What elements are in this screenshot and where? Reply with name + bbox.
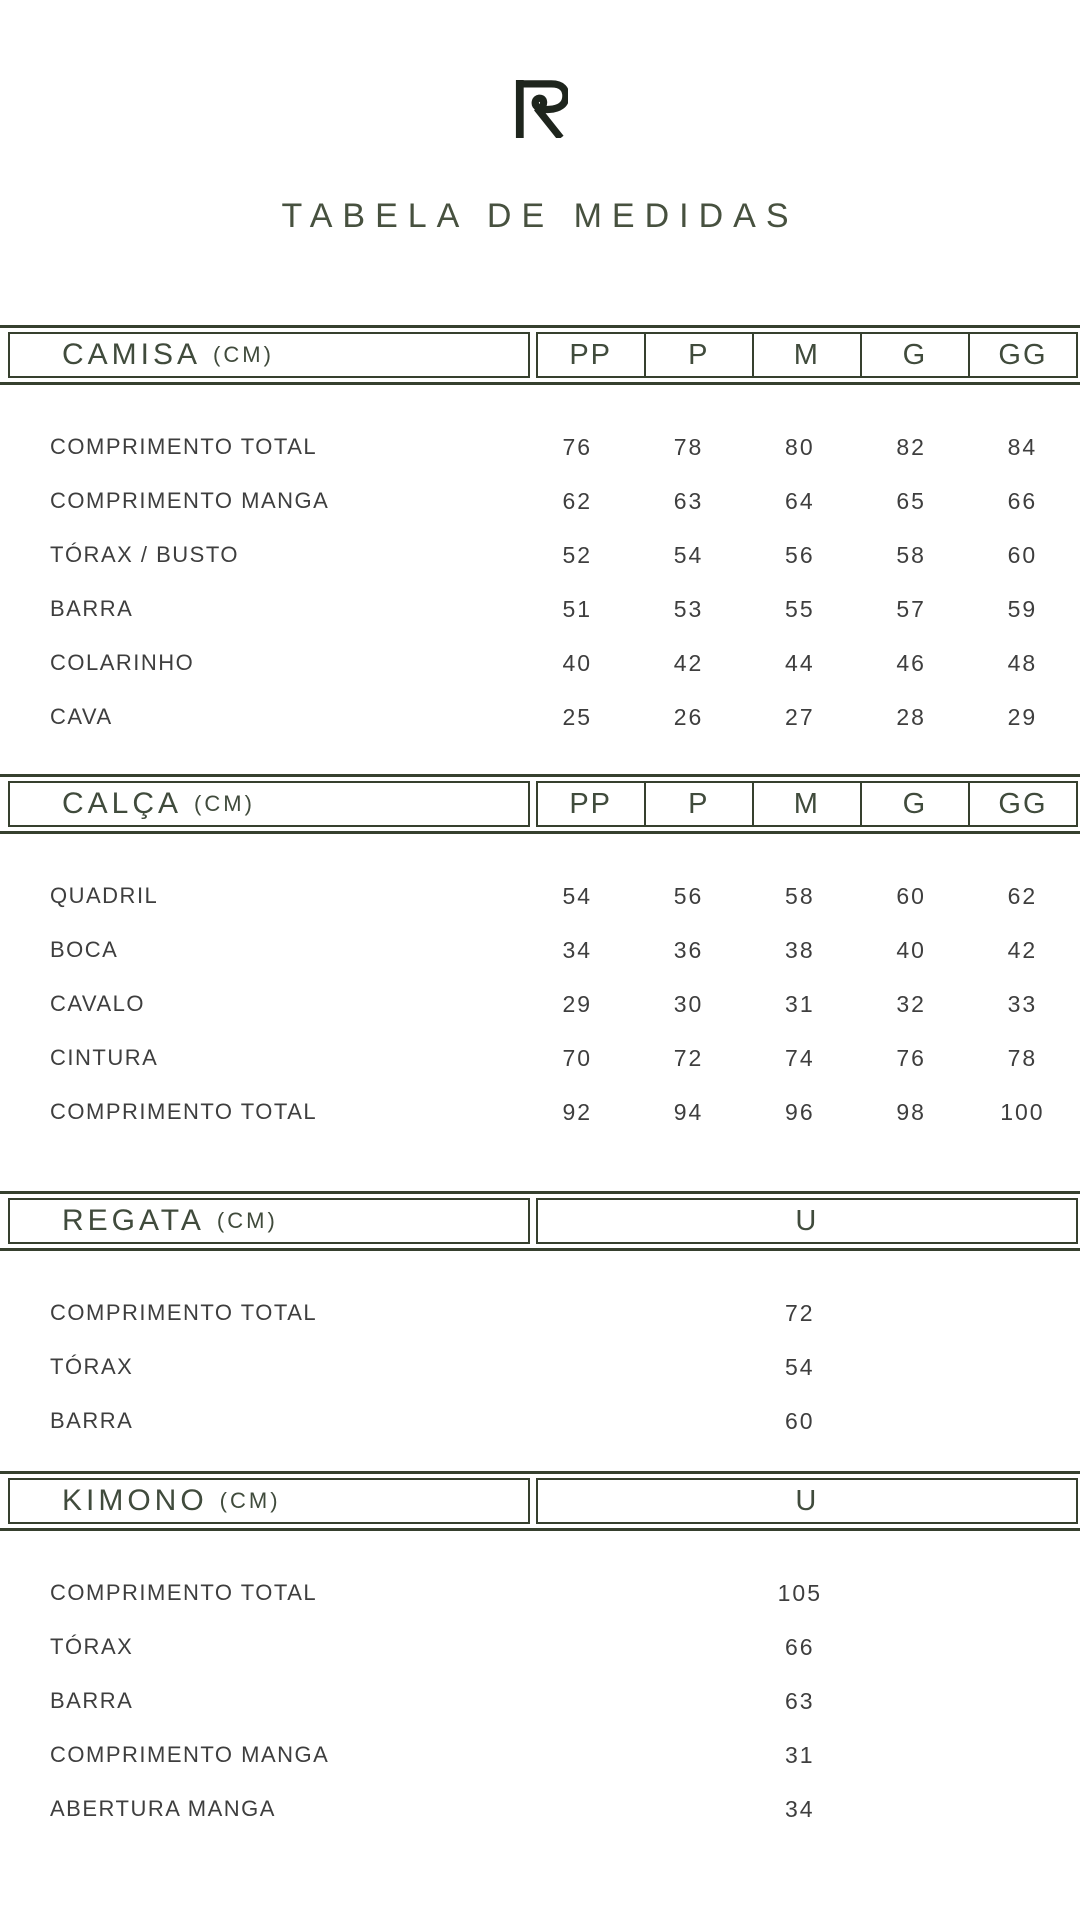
size-header-pp: PP: [536, 332, 646, 378]
measure-values: [522, 488, 1080, 515]
measure-values: [522, 1634, 1080, 1661]
measure-value: 55: [785, 595, 815, 622]
measure-row: [0, 1031, 1080, 1085]
measure-row: [0, 869, 1080, 923]
measure-row: [0, 923, 1080, 977]
measure-value: 92: [562, 1098, 593, 1125]
brand-header: [0, 0, 1080, 235]
size-tables: [0, 325, 1080, 1836]
garment-label-cell: [8, 1478, 530, 1524]
measure-value: 42: [1007, 936, 1038, 963]
measure-rows: [0, 385, 1080, 744]
size-table-regata: [0, 1191, 1080, 1448]
size-header-u: U: [536, 1198, 1078, 1244]
measure-values: [522, 434, 1080, 461]
measure-value: 66: [1007, 487, 1038, 514]
measure-row: [0, 1340, 1080, 1394]
measure-values: [522, 1688, 1080, 1715]
measure-values: [522, 1045, 1080, 1072]
measure-label: COMPRIMENTO TOTAL: [50, 1099, 318, 1124]
measure-values: [522, 1408, 1080, 1435]
measure-row: [0, 1566, 1080, 1620]
measure-row: [0, 1286, 1080, 1340]
measure-row: [0, 1674, 1080, 1728]
garment-name: REGATA: [62, 1204, 205, 1237]
measure-value: 66: [785, 1633, 815, 1660]
unit-label: (CM): [216, 1208, 278, 1233]
table-header-kimono: [0, 1471, 1080, 1531]
measure-value: 100: [1000, 1098, 1045, 1125]
measure-value: 31: [785, 990, 815, 1017]
size-header-cells: [536, 1478, 1078, 1524]
measure-value: 60: [1007, 541, 1038, 568]
measure-values: [522, 1580, 1080, 1607]
measure-value: 58: [785, 882, 815, 909]
measure-values: [522, 1099, 1080, 1126]
measure-value: 26: [673, 703, 704, 730]
measure-label: CAVALO: [50, 991, 145, 1016]
measure-value: 52: [562, 541, 593, 568]
table-header-row: [0, 781, 1080, 827]
measure-row: [0, 1728, 1080, 1782]
measure-label: BARRA: [50, 1408, 134, 1433]
measure-value: 46: [896, 649, 926, 676]
measure-value: 84: [1007, 433, 1038, 460]
measure-rows: [0, 1251, 1080, 1448]
measure-row: [0, 474, 1080, 528]
unit-label: (CM): [194, 791, 255, 816]
size-header-pp: PP: [536, 781, 646, 827]
measure-values: [522, 1300, 1080, 1327]
measure-value: 56: [673, 882, 704, 909]
measure-value: 28: [896, 703, 926, 730]
measure-value: 54: [562, 882, 593, 909]
measure-values: [522, 937, 1080, 964]
measure-value: 57: [896, 595, 926, 622]
measure-label: ABERTURA MANGA: [50, 1796, 276, 1821]
garment-name: CAMISA: [62, 338, 202, 371]
measure-row: [0, 1782, 1080, 1836]
measure-value: 70: [562, 1044, 593, 1071]
measure-value: 38: [785, 936, 815, 963]
measure-value: 63: [785, 1687, 815, 1714]
measure-row: [0, 690, 1080, 744]
unit-label: (CM): [213, 342, 274, 367]
measure-value: 63: [673, 487, 704, 514]
size-header-p: P: [644, 332, 754, 378]
measure-row: [0, 1394, 1080, 1448]
page-title: TABELA DE MEDIDAS: [281, 197, 799, 235]
measure-value: 64: [785, 487, 815, 514]
brand-r-monogram-icon: [512, 80, 568, 138]
measure-row: [0, 636, 1080, 690]
measure-value: 51: [562, 595, 593, 622]
measure-values: [522, 650, 1080, 677]
measure-value: 60: [785, 1407, 815, 1434]
measure-value: 60: [896, 882, 926, 909]
measure-row: [0, 977, 1080, 1031]
measure-value: 62: [562, 487, 593, 514]
size-header-p: P: [644, 781, 754, 827]
measure-label: COMPRIMENTO TOTAL: [50, 434, 318, 459]
measure-value: 58: [896, 541, 926, 568]
measure-value: 76: [562, 433, 593, 460]
measure-value: 62: [1007, 882, 1038, 909]
measure-value: 34: [785, 1795, 815, 1822]
measure-value: 34: [562, 936, 593, 963]
table-header-camisa: [0, 325, 1080, 385]
measure-value: 42: [673, 649, 704, 676]
size-header-gg: GG: [968, 332, 1078, 378]
measure-value: 36: [673, 936, 704, 963]
measure-value: 27: [785, 703, 815, 730]
measure-row: [0, 1620, 1080, 1674]
measure-label: TÓRAX: [50, 1354, 134, 1379]
unit-label: (CM): [219, 1488, 281, 1513]
measure-values: [522, 596, 1080, 623]
size-header-m: M: [752, 332, 862, 378]
table-header-regata: [0, 1191, 1080, 1251]
size-table-calca: [0, 774, 1080, 1139]
measure-label: COLARINHO: [50, 650, 195, 675]
garment-label-cell: [8, 332, 530, 378]
measure-label: TÓRAX / BUSTO: [50, 542, 240, 567]
measure-label: BOCA: [50, 937, 119, 962]
garment-name: CALÇA: [62, 787, 183, 820]
measure-value: 98: [896, 1098, 926, 1125]
measure-value: 44: [785, 649, 815, 676]
measure-value: 40: [562, 649, 593, 676]
measure-value: 78: [1007, 1044, 1038, 1071]
size-header-cells: [536, 781, 1078, 827]
measure-value: 94: [673, 1098, 704, 1125]
measure-label: COMPRIMENTO TOTAL: [50, 1300, 318, 1325]
measure-value: 72: [785, 1299, 815, 1326]
size-header-gg: GG: [968, 781, 1078, 827]
measure-values: [522, 1354, 1080, 1381]
measure-value: 82: [896, 433, 926, 460]
measure-value: 33: [1007, 990, 1038, 1017]
measure-label: CAVA: [50, 704, 113, 729]
measure-label: COMPRIMENTO MANGA: [50, 488, 330, 513]
measure-label: COMPRIMENTO MANGA: [50, 1742, 330, 1767]
measure-rows: [0, 834, 1080, 1139]
size-header-u: U: [536, 1478, 1078, 1524]
measure-value: 96: [785, 1098, 815, 1125]
size-header-cells: [536, 332, 1078, 378]
table-header-row: [0, 332, 1080, 378]
size-header-m: M: [752, 781, 862, 827]
measure-row: [0, 420, 1080, 474]
table-header-row: [0, 1198, 1080, 1244]
measure-values: [522, 1742, 1080, 1769]
size-table-kimono: [0, 1471, 1080, 1836]
measure-value: 30: [673, 990, 704, 1017]
table-header-calca: [0, 774, 1080, 834]
measure-value: 74: [785, 1044, 815, 1071]
measure-label: TÓRAX: [50, 1634, 134, 1659]
measure-value: 76: [896, 1044, 926, 1071]
measure-values: [522, 704, 1080, 731]
measure-value: 78: [673, 433, 704, 460]
measure-values: [522, 542, 1080, 569]
garment-name: KIMONO: [62, 1484, 208, 1517]
measure-value: 48: [1007, 649, 1038, 676]
size-header-g: G: [860, 781, 970, 827]
garment-label-cell: [8, 1198, 530, 1244]
size-table-camisa: [0, 325, 1080, 744]
measure-value: 59: [1007, 595, 1038, 622]
measure-value: 56: [785, 541, 815, 568]
table-header-row: [0, 1478, 1080, 1524]
measure-rows: [0, 1531, 1080, 1836]
measure-value: 105: [777, 1579, 822, 1606]
measure-label: BARRA: [50, 596, 134, 621]
measure-row: [0, 1085, 1080, 1139]
measure-value: 65: [896, 487, 926, 514]
size-header-g: G: [860, 332, 970, 378]
measure-value: 29: [1007, 703, 1038, 730]
measure-value: 29: [562, 990, 593, 1017]
size-header-cells: [536, 1198, 1078, 1244]
measure-value: 40: [896, 936, 926, 963]
measure-value: 53: [673, 595, 704, 622]
measure-value: 25: [562, 703, 593, 730]
measure-value: 32: [896, 990, 926, 1017]
measure-values: [522, 883, 1080, 910]
measure-label: BARRA: [50, 1688, 134, 1713]
measure-value: 72: [673, 1044, 704, 1071]
measure-label: CINTURA: [50, 1045, 159, 1070]
measure-values: [522, 991, 1080, 1018]
measure-value: 54: [785, 1353, 815, 1380]
measure-value: 80: [785, 433, 815, 460]
measure-value: 31: [785, 1741, 815, 1768]
measure-label: COMPRIMENTO TOTAL: [50, 1580, 318, 1605]
measure-row: [0, 528, 1080, 582]
measure-label: QUADRIL: [50, 883, 159, 908]
measure-values: [522, 1796, 1080, 1823]
measure-row: [0, 582, 1080, 636]
measure-value: 54: [673, 541, 704, 568]
garment-label-cell: [8, 781, 530, 827]
